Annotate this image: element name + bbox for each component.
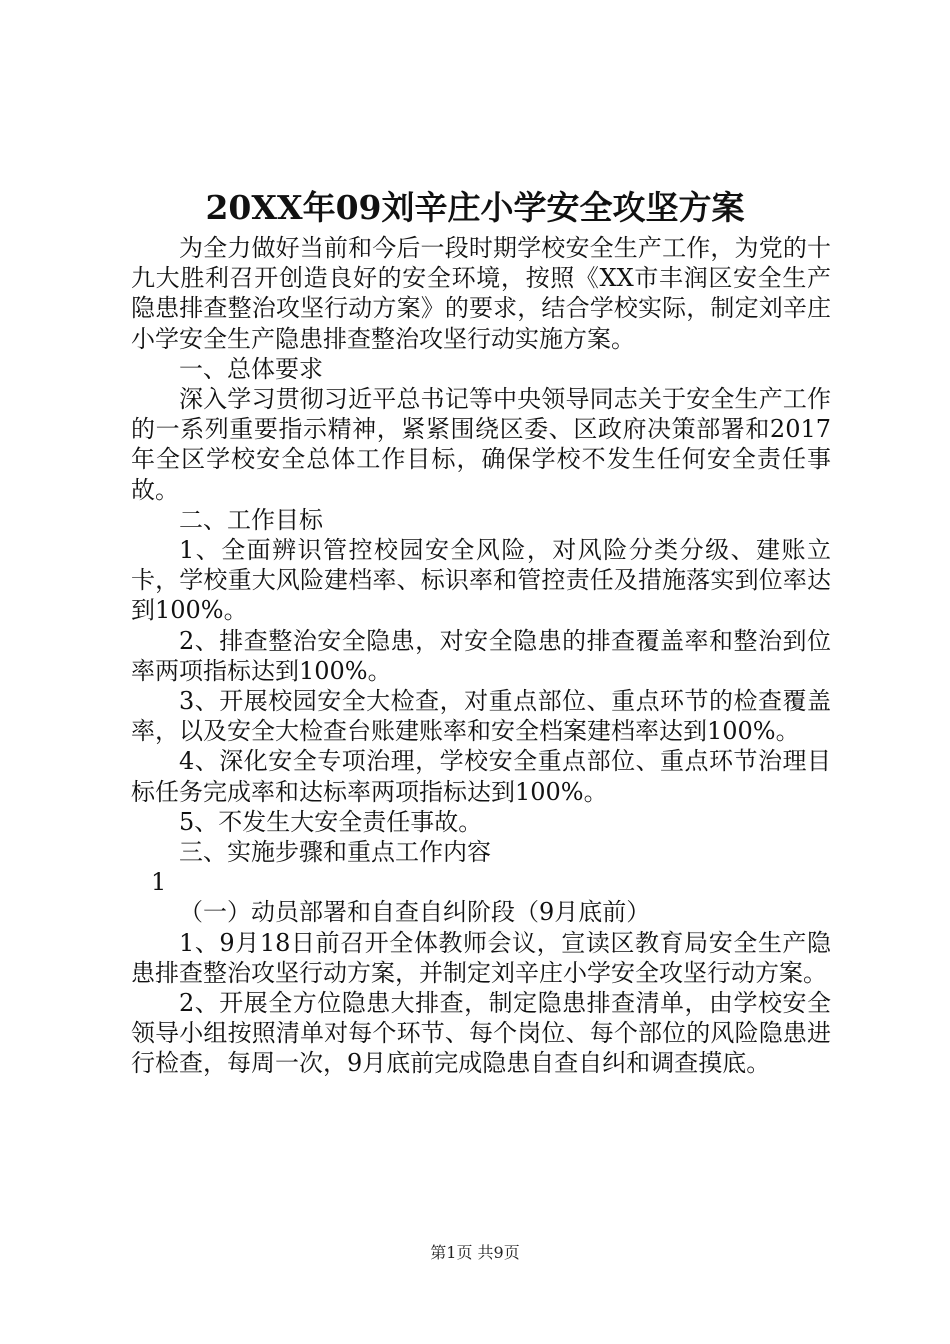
step-item-2: 2、开展全方位隐患大排查，制定隐患排查清单，由学校安全领导小组按照清单对每个环节、每个岗位、每个部位的风险隐患进行检查，每周一次，9月底前完成隐患自查自纠和调查摸底。 (131, 989, 831, 1078)
page-footer: 第1页 共9页 (430, 1243, 520, 1262)
goal-item-5: 5、不发生大安全责任事故。 (179, 807, 483, 836)
general-requirements-paragraph: 深入学习贯彻习近平总书记等中央领导同志关于安全生产工作的一系列重要指示精神，紧紧围绕区委、区政府决策部署和2017年全区学校安全总体工作目标，确保学校不发生任何安全责任事故。 (131, 385, 831, 504)
subsection-heading-mobilization-phase: （一）动员部署和自查自纠阶段（9月底前） (179, 898, 651, 927)
document-title: 20XX年09刘辛庄小学安全攻坚方案 (205, 188, 745, 227)
goal-item-4: 4、深化安全专项治理，学校安全重点部位、重点环节治理目标任务完成率和达标率两项指标达到100%。 (131, 747, 831, 806)
goal-item-2: 2、排查整治安全隐患，对安全隐患的排查覆盖率和整治到位率两项指标达到100%。 (131, 626, 831, 685)
goal-item-3: 3、开展校园安全大检查，对重点部位、重点环节的检查覆盖率，以及安全大检查台账建账率和安全档案建档率达到100%。 (131, 687, 831, 746)
document-body (131, 233, 831, 1079)
intro-paragraph: 为全力做好当前和今后一段时期学校安全生产工作，为党的十九大胜利召开创造良好的安全环境，按照《XX市丰润区安全生产隐患排查整治攻坚行动方案》的要求，结合学校实际，制定刘辛庄小学安全生产隐患排查整治攻坚行动实施方案。 (131, 234, 831, 353)
page-number-marker: 1 (151, 868, 167, 897)
goal-item-1: 1、全面辨识管控校园安全风险，对风险分类分级、建账立卡，学校重大风险建档率、标识率和管控责任及措施落实到位率达到100%。 (131, 536, 831, 625)
section-heading-implementation-steps: 三、实施步骤和重点工作内容 (179, 838, 491, 867)
step-item-1: 1、9月18日前召开全体教师会议，宣读区教育局安全生产隐患排查整治攻坚行动方案，并制定刘辛庄小学安全攻坚行动方案。 (131, 928, 831, 987)
section-heading-general-requirements: 一、总体要求 (179, 354, 323, 383)
section-heading-work-goals: 二、工作目标 (179, 505, 323, 534)
